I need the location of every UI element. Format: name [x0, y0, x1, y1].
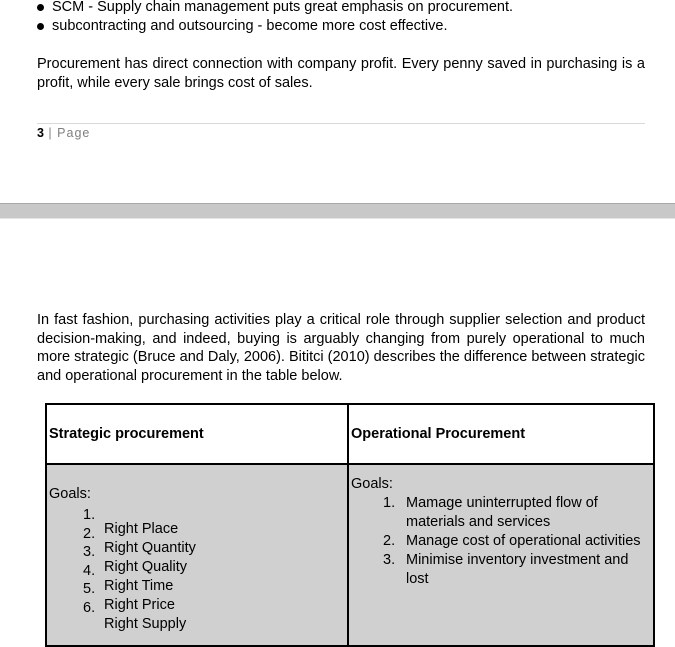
operational-goals-label: Goals:: [351, 476, 393, 492]
procurement-profit-paragraph: Procurement has direct connection with company profit. Every penny saved in purchasing is a profit, while every sale brings cost of sales.: [37, 56, 645, 91]
page-break-gap: [0, 203, 675, 219]
table-header-row: [46, 404, 654, 464]
operational-goals-cell: [348, 464, 654, 646]
list-item: Right Place: [104, 521, 179, 537]
page-separator: |: [43, 126, 58, 140]
list-item: 1. Mamage uninterrupted flow of materials and services: [383, 495, 598, 530]
page-footer: [37, 126, 90, 140]
bullet-dot-icon: [37, 23, 44, 30]
strategic-goal-numbers: 1. 2. 3. 4. 5. 6.: [83, 507, 96, 616]
page-word: Page: [57, 126, 91, 140]
list-item: Right Quantity: [104, 540, 196, 556]
strategic-goals-cell: [46, 464, 348, 646]
procurement-comparison-table: [45, 403, 655, 647]
list-item: 2. Manage cost of operational activities: [383, 533, 641, 549]
operational-goals-list: [351, 494, 653, 589]
list-item: Right Supply: [104, 616, 187, 632]
strategic-goals-list: [49, 504, 347, 644]
list-item: Right Quality: [104, 559, 188, 575]
top-bullet-list: [37, 0, 513, 36]
strategic-goal-items: [104, 520, 196, 634]
page-number: 3: [37, 126, 44, 140]
list-item: Right Price: [104, 597, 175, 613]
bullet-item: subcontracting and outsourcing - become more cost effective.: [37, 17, 513, 36]
header-strategic: Strategic procurement: [46, 404, 348, 464]
fast-fashion-paragraph: In fast fashion, purchasing activities play a critical role through supplier selection and product decision-making, and indeed, buying is arguably changing from purely operational to much more strategic (Bruce and Daly, 2006). Bititci (2010) describes the difference between strategic and operational procurement in the table below.: [37, 312, 645, 384]
table-row: [46, 464, 654, 646]
list-item: 3. Minimise inventory investment and lost: [383, 552, 629, 587]
strategic-goals-label: Goals:: [49, 486, 91, 502]
list-item: Right Time: [104, 578, 174, 594]
bullet-dot-icon: [37, 4, 44, 11]
bullet-item: SCM - Supply chain management puts great emphasis on procurement.: [37, 0, 513, 17]
footer-divider: [37, 123, 645, 124]
header-operational: Operational Procurement: [348, 404, 654, 464]
